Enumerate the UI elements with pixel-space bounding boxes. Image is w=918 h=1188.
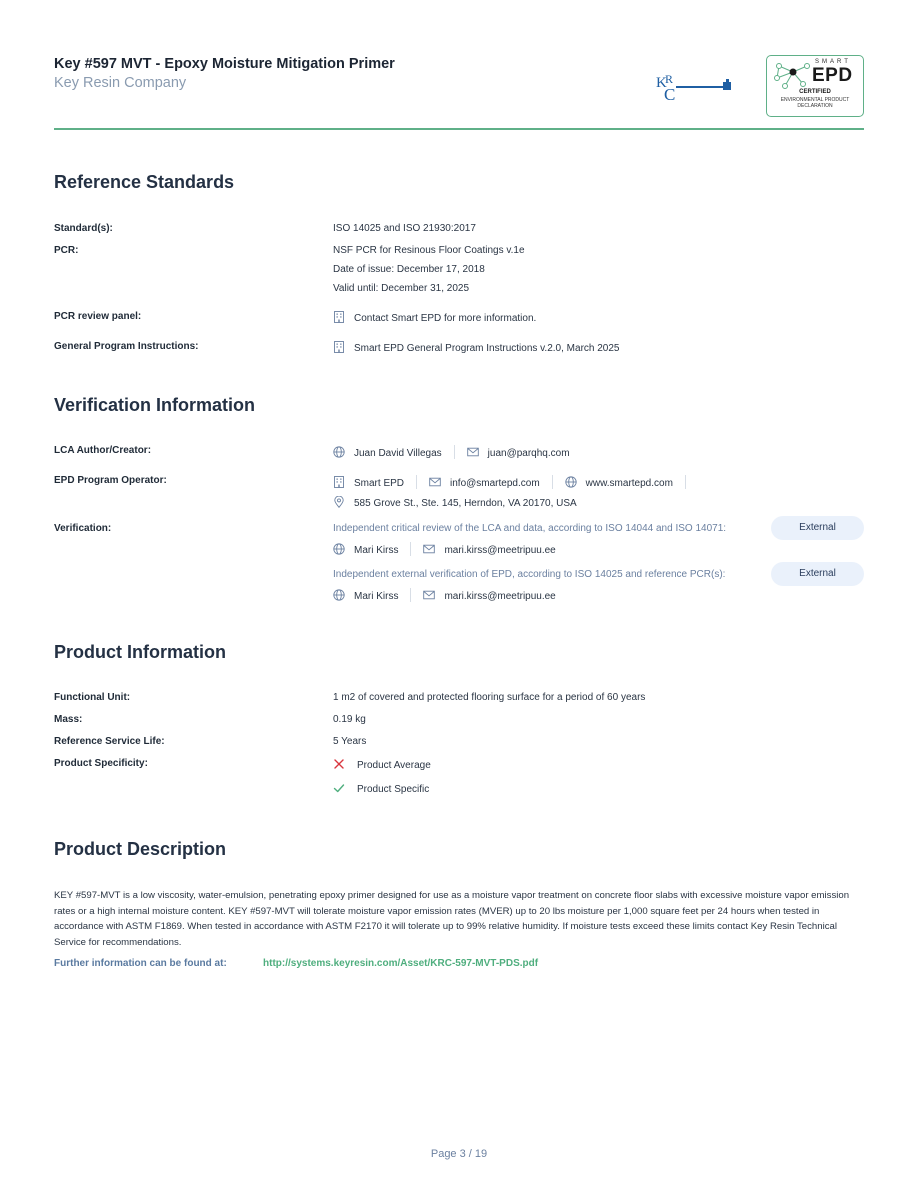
epd-text: EPD — [812, 65, 853, 86]
verification-heading: Verification Information — [54, 395, 256, 415]
lca-author-label: LCA Author/Creator: — [54, 445, 152, 456]
building-icon — [333, 311, 345, 323]
document-title: Key #597 MVT - Epoxy Moisture Mitigation Primer — [54, 56, 395, 72]
mail-icon — [423, 543, 435, 555]
globe-icon — [333, 543, 345, 555]
lca-author-email[interactable]: juan@parqhq.com — [487, 448, 570, 459]
gpi-value — [333, 341, 619, 354]
epd-certified-text: CERTIFIED — [799, 89, 831, 95]
separator — [552, 475, 553, 489]
program-operator-address — [333, 496, 577, 509]
critical-review-verifier-email[interactable]: mari.kirss@meetripuu.ee — [444, 545, 556, 556]
product-average-label: Product Average — [357, 760, 431, 771]
external-verification-verifier-name: Mari Kirss — [354, 591, 399, 602]
critical-review-verifier — [333, 542, 556, 556]
page-number: Page 3 / 19 — [430, 1148, 488, 1160]
building-icon — [333, 476, 345, 488]
product-description-body: KEY #597-MVT is a low viscosity, water-emulsion, penetrating epoxy primer designed for use as a moisture vapor treatment on concrete floor slabs with excessive moisture vapor emission rates or a high internal moisture content. KEY #597-MVT will tolerate moisture vapor emission rates (MVER) up to 20 lbs moisture per 1,000 square feet per 24 hours when tested in accordance with ASTM F1869. When tested in accordance with ASTM F2170 it will tolerate up to 99% relative humidity. If moisture tests exceed these limits contact Key Resin Technical Service for recommendations. — [54, 890, 850, 949]
smart-epd-certified-badge — [766, 55, 864, 117]
mail-icon — [467, 446, 479, 458]
separator — [410, 588, 411, 602]
functional-unit-value: 1 m2 of covered and protected flooring surface for a period of 60 years — [333, 692, 646, 703]
lca-author-name: Juan David Villegas — [354, 448, 442, 459]
functional-unit-label: Functional Unit: — [54, 692, 131, 703]
mail-icon — [429, 476, 441, 488]
critical-review-text: Independent critical review of the LCA and data, according to ISO 14044 and ISO 14071: — [333, 523, 727, 534]
gpi-label: General Program Instructions: — [54, 341, 199, 352]
pcr-valid-until: Valid until: December 31, 2025 — [333, 283, 470, 294]
product-average-option — [333, 758, 431, 771]
pcr-review-panel-text: Contact Smart EPD for more information. — [354, 313, 537, 324]
external-verification-verifier-email[interactable]: mari.kirss@meetripuu.ee — [444, 591, 556, 602]
epd-smart-text: SMART — [815, 59, 851, 65]
product-specific-option — [333, 782, 429, 795]
building-icon — [333, 341, 345, 353]
product-description-heading: Product Description — [54, 839, 227, 859]
globe-icon — [333, 589, 345, 601]
program-operator-address-text: 585 Grove St., Ste. 145, Herndon, VA 20170, USA — [354, 498, 577, 509]
pcr-issue-date: Date of issue: December 17, 2018 — [333, 264, 485, 275]
reference-standards-heading: Reference Standards — [54, 172, 235, 192]
krc-logo — [656, 70, 736, 104]
product-information-heading: Product Information — [54, 642, 226, 662]
mass-label: Mass: — [54, 714, 83, 725]
gpi-text: Smart EPD General Program Instructions v.2.0, March 2025 — [354, 343, 620, 354]
reference-service-life-label: Reference Service Life: — [54, 736, 165, 747]
standards-label: Standard(s): — [54, 223, 113, 234]
mass-value: 0.19 kg — [333, 714, 366, 725]
further-information-label: Further information can be found at: — [54, 958, 227, 969]
separator — [454, 445, 455, 459]
external-verification-badge: External — [771, 562, 864, 586]
globe-icon — [333, 446, 345, 458]
pcr-review-panel-label: PCR review panel: — [54, 311, 142, 322]
epd-declaration-text: ENVIRONMENTAL PRODUCT DECLARATION — [780, 97, 850, 109]
critical-review-badge: External — [771, 516, 864, 540]
program-operator-email[interactable]: info@smartepd.com — [450, 478, 540, 489]
reference-service-life-value: 5 Years — [333, 736, 367, 747]
svg-text:K: K — [656, 75, 667, 91]
svg-text:R: R — [665, 72, 674, 86]
mail-icon — [423, 589, 435, 601]
program-operator-name: Smart EPD — [354, 478, 405, 489]
location-pin-icon — [333, 496, 345, 508]
separator — [416, 475, 417, 489]
program-operator-value — [333, 475, 698, 489]
standards-value: ISO 14025 and ISO 21930:2017 — [333, 223, 476, 234]
product-specificity-label: Product Specificity: — [54, 758, 148, 769]
critical-review-verifier-name: Mari Kirss — [354, 545, 399, 556]
network-icon — [771, 62, 811, 92]
external-verification-verifier — [333, 588, 556, 602]
cross-icon — [333, 758, 345, 770]
program-operator-website[interactable]: www.smartepd.com — [585, 478, 673, 489]
checkmark-icon — [333, 782, 345, 794]
separator — [410, 542, 411, 556]
further-information-link[interactable]: http://systems.keyresin.com/Asset/KRC-597-MVT-PDS.pdf — [263, 958, 539, 969]
external-verification-text: Independent external verification of EPD, according to ISO 14025 and reference PCR(s): — [333, 569, 726, 580]
company-name: Key Resin Company — [54, 75, 187, 91]
pcr-review-panel-value — [333, 311, 536, 324]
svg-text:C: C — [664, 85, 676, 104]
separator — [685, 475, 686, 489]
pcr-name: NSF PCR for Resinous Floor Coatings v.1e — [333, 245, 525, 256]
pcr-label: PCR: — [54, 245, 79, 256]
product-specific-label: Product Specific — [357, 784, 430, 795]
globe-icon — [565, 476, 577, 488]
page-header — [54, 54, 864, 130]
program-operator-label: EPD Program Operator: — [54, 475, 167, 486]
verification-label: Verification: — [54, 523, 112, 534]
lca-author-value — [333, 445, 570, 459]
